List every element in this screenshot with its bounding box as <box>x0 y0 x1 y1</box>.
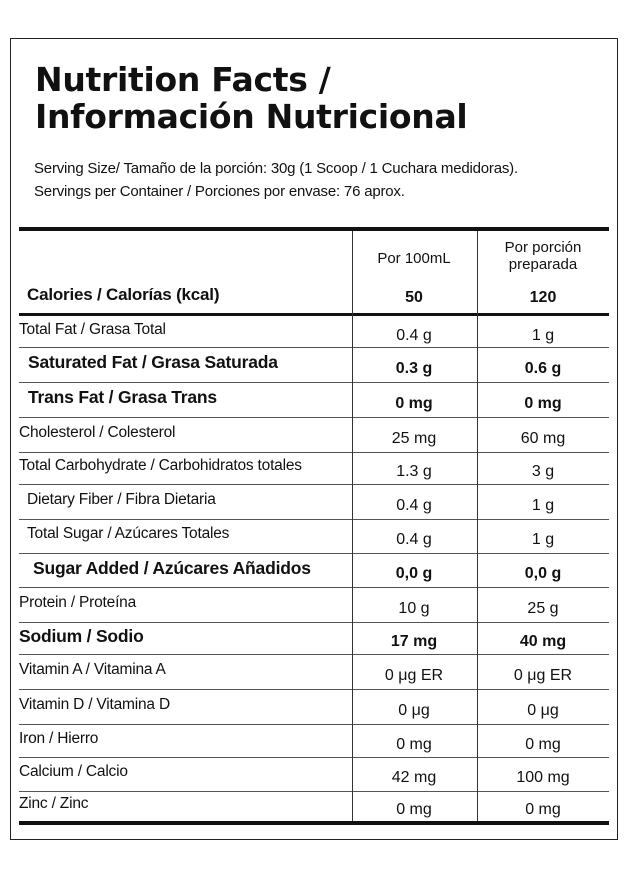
row-separator <box>19 654 609 655</box>
zinc-label: Zinc / Zinc <box>19 795 89 812</box>
sugar-added-per100: 0,0 g <box>395 565 433 582</box>
bottom-thick-rule <box>19 821 609 825</box>
calcium-per-portion: 100 mg <box>516 769 570 786</box>
row-separator <box>19 791 609 792</box>
dietary-fiber-label: Dietary Fiber / Fibra Dietaria <box>27 490 216 508</box>
zinc-per100: 0 mg <box>396 801 432 818</box>
vitamin-a-per100: 0 μg ER <box>384 666 444 684</box>
nutrient-row-cholesterol <box>19 417 609 452</box>
row-separator <box>19 452 609 453</box>
nutrient-row-sodium <box>19 622 609 654</box>
nutrient-row-total-sugar <box>19 519 609 553</box>
vitamin-a-per-portion: 0 μg ER <box>513 666 573 684</box>
row-separator <box>19 519 609 520</box>
row-separator <box>19 622 609 623</box>
nutrient-row-total-fat <box>19 316 609 347</box>
row-separator <box>19 347 609 348</box>
calories-per-portion: 120 <box>529 289 557 306</box>
row-separator <box>19 757 609 758</box>
nutrition-title <box>35 61 467 135</box>
cholesterol-per-portion: 60 mg <box>520 429 566 447</box>
sodium-label: Sodium / Sodio <box>19 625 144 646</box>
total-sugar-label: Total Sugar / Azúcares Totales <box>27 525 230 542</box>
row-separator <box>19 587 609 588</box>
row-separator <box>19 382 609 383</box>
sugar-added-label: Sugar Added / Azúcares Añadidos <box>33 557 311 578</box>
calcium-label: Calcium / Calcio <box>19 763 128 780</box>
total-fat-per-portion: 1 g <box>531 326 555 344</box>
total-fat-label: Total Fat / Grasa Total <box>19 320 166 338</box>
iron-per-portion: 0 mg <box>525 735 561 753</box>
dietary-fiber-per100: 0.4 g <box>396 496 432 514</box>
total-carbohydrate-per100: 1.3 g <box>396 463 432 480</box>
trans-fat-label: Trans Fat / Grasa Trans <box>28 387 217 407</box>
protein-label: Protein / Proteína <box>19 593 137 611</box>
nutrition-facts-panel <box>10 38 618 840</box>
total-carbohydrate-per-portion: 3 g <box>531 463 555 480</box>
title-line-1: Nutrition Facts / <box>35 60 331 99</box>
saturated-fat-per-portion: 0.6 g <box>524 359 562 377</box>
protein-per100: 10 g <box>398 599 430 617</box>
dietary-fiber-per-portion: 1 g <box>531 496 555 514</box>
protein-per-portion: 25 g <box>527 599 559 617</box>
cholesterol-per100: 25 mg <box>391 429 437 447</box>
nutrient-row-vitamin-d <box>19 689 609 724</box>
saturated-fat-per100: 0.3 g <box>395 359 433 377</box>
row-separator <box>19 724 609 725</box>
nutrient-row-iron <box>19 724 609 757</box>
calories-label: Calories / Calorías (kcal) <box>27 285 220 304</box>
nutrient-row-protein <box>19 587 609 622</box>
serving-size: Serving Size/ Tamaño de la porción: 30g (1 Scoop / 1 Cuchara medidoras). <box>34 160 518 177</box>
nutrient-row-vitamin-a <box>19 654 609 689</box>
vitamin-d-per-portion: 0 μg <box>527 701 559 719</box>
nutrient-row-sugar-added <box>19 553 609 587</box>
column-divider-1 <box>352 231 353 823</box>
column-header-per100: Por 100mL <box>377 249 451 267</box>
vitamin-d-per100: 0 μg <box>398 701 430 719</box>
nutrient-row-total-carbohydrate <box>19 452 609 484</box>
serving-info <box>34 157 518 203</box>
nutrient-row-saturated-fat <box>19 347 609 382</box>
zinc-per-portion: 0 mg <box>525 801 561 818</box>
calories-per100: 50 <box>405 289 423 306</box>
top-thick-rule <box>19 227 609 231</box>
trans-fat-per100: 0 mg <box>395 394 433 412</box>
title-line-2: Información Nutricional <box>35 97 468 136</box>
row-separator <box>19 484 609 485</box>
total-sugar-per-portion: 1 g <box>531 531 555 548</box>
row-separator <box>19 689 609 690</box>
nutrient-row-calcium <box>19 757 609 791</box>
total-sugar-per100: 0.4 g <box>396 531 432 548</box>
vitamin-d-label: Vitamin D / Vitamina D <box>19 695 170 713</box>
sugar-added-per-portion: 0,0 g <box>524 565 562 582</box>
vitamin-a-label: Vitamin A / Vitamina A <box>19 660 166 678</box>
total-carbohydrate-label: Total Carbohydrate / Carbohidratos totales <box>19 457 302 474</box>
sodium-per-portion: 40 mg <box>519 633 567 650</box>
nutrient-row-dietary-fiber <box>19 484 609 519</box>
trans-fat-per-portion: 0 mg <box>524 394 562 412</box>
total-fat-per100: 0.4 g <box>396 326 432 344</box>
iron-per100: 0 mg <box>396 735 432 753</box>
servings-per-container: Servings per Container / Porciones por envase: 76 aprox. <box>34 183 405 200</box>
calcium-per100: 42 mg <box>391 769 437 786</box>
column-header-per-portion: Por porción preparada <box>504 239 582 273</box>
sodium-per100: 17 mg <box>390 633 438 650</box>
nutrient-row-zinc <box>19 791 609 821</box>
nutrient-row-trans-fat <box>19 382 609 417</box>
cholesterol-label: Cholesterol / Colesterol <box>19 423 176 441</box>
saturated-fat-label: Saturated Fat / Grasa Saturada <box>28 352 278 372</box>
row-separator <box>19 553 609 554</box>
iron-label: Iron / Hierro <box>19 729 99 747</box>
row-separator <box>19 417 609 418</box>
calories-row <box>19 281 609 313</box>
column-divider-2 <box>477 231 478 823</box>
